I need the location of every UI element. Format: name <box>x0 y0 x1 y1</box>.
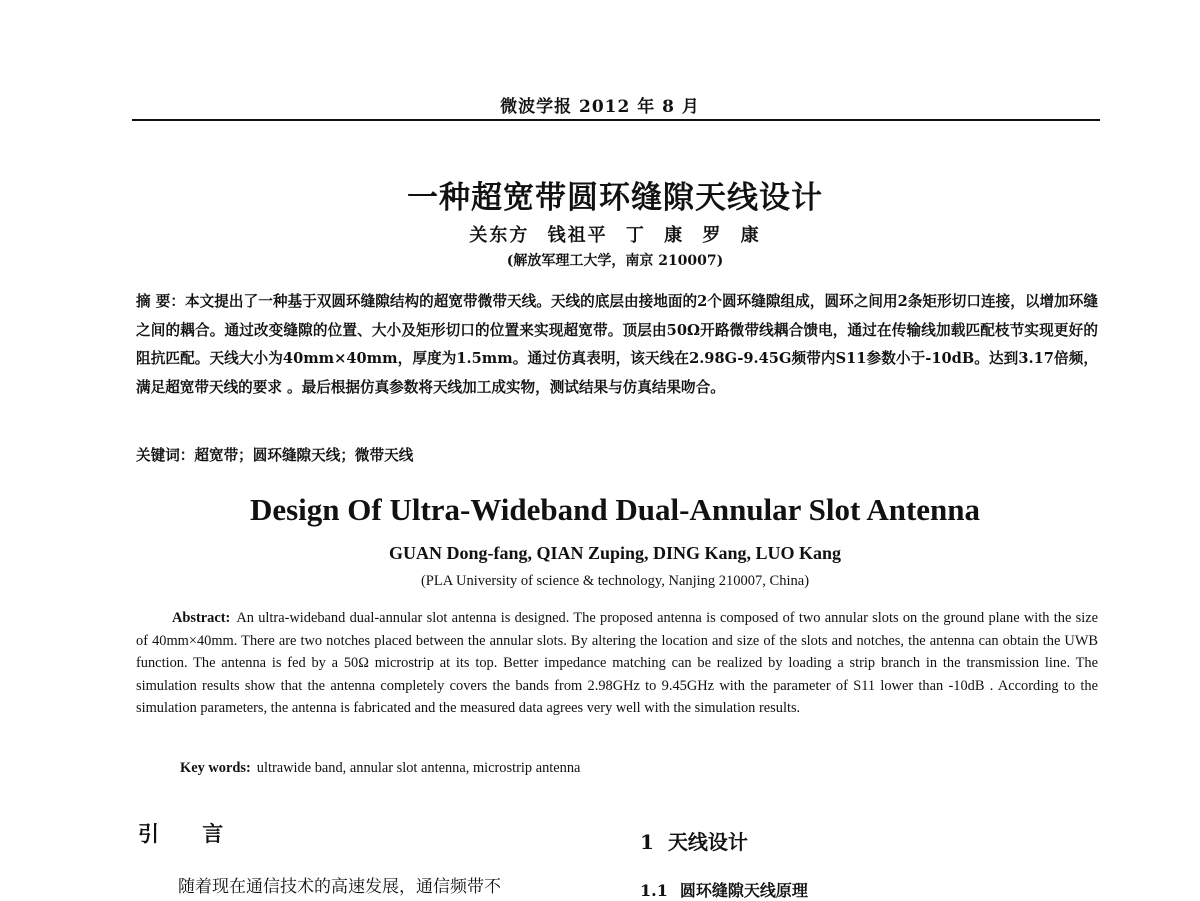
header-rule <box>132 119 1100 121</box>
journal-header: 微波学报 2012 年 8 月 <box>500 97 700 117</box>
section-introduction-heading: 引 言 <box>138 821 242 846</box>
keywords-english-label: Key words: <box>180 760 251 776</box>
title-english: Design Of Ultra-Wideband Dual-Annular Slot Antenna <box>249 492 981 527</box>
affiliation-english: (PLA University of science & technology, Nanjing 210007, China) <box>420 573 810 589</box>
abstract-chinese-label: 摘 要： <box>136 293 186 310</box>
keywords-english <box>180 760 1080 777</box>
authors-english: GUAN Dong-fang, QIAN Zuping, DING Kang, LUO Kang <box>388 543 842 563</box>
section-1-1-heading <box>640 878 808 901</box>
keywords-chinese-text: 超宽带；圆环缝隙天线；微带天线 <box>194 447 414 464</box>
abstract-english-label: Abstract: <box>172 610 231 626</box>
section-1-1-title: 圆环缝隙天线原理 <box>679 881 808 900</box>
section-1-title: 天线设计 <box>667 830 748 854</box>
abstract-chinese-text: 本文提出了一种基于双圆环缝隙结构的超宽带微带天线。天线的底层由接地面的2个圆环缝隙组成，圆环之间用2条矩形切口连接，以增加环缝之间的耦合。通过改变缝隙的位置、大小及矩形切口的位置来实现超宽带。顶层由50Ω开路微带线耦合馈电，通过在传输线加载匹配枝节实现更好的阻抗匹配。天线大小为40mm×40mm，厚度为1.5mm。通过仿真表明，该天线在2.98G-9.45G频带内S11参数小于-10dB。达到3.17倍频，满足超宽带天线的要求 。最后根据仿真参数将天线加工成实物，测试结果与仿真结果吻合。 <box>136 293 1098 396</box>
section-1-number: 1 <box>640 830 654 854</box>
authors-chinese: 关东方 钱祖平 丁 康 罗 康 <box>469 225 761 246</box>
abstract-chinese <box>136 288 1098 402</box>
section-1-heading <box>640 826 748 855</box>
affiliation-chinese: (解放军理工大学，南京 210007) <box>506 253 724 269</box>
introduction-text: 随着现在通信技术的高速发展，通信频带不 <box>178 877 501 897</box>
section-1-1-number: 1.1 <box>640 881 668 900</box>
abstract-english <box>136 607 1098 720</box>
keywords-chinese-label: 关键词： <box>136 447 195 464</box>
keywords-english-text: ultrawide band, annular slot antenna, microstrip antenna <box>256 760 581 776</box>
keywords-chinese <box>136 444 1098 465</box>
title-chinese: 一种超宽带圆环缝隙天线设计 <box>407 180 823 216</box>
abstract-english-text: An ultra-wideband dual-annular slot antenna is designed. The proposed antenna is composed of two annular slots on the ground plane with the size of 40mm×40mm. There are two notches placed between the annular slots. By altering the location and size of the slots and notches, the antenna can obtain the UWB function. The antenna is fed by a 50Ω microstrip at its top. Better impedance matching can be realized by loading a strip branch in the transmission line. The simulation results show that the antenna completely covers the bands from 2.98GHz to 9.45GHz with the parameter of S11 lower than -10dB . According to the simulation parameters, the antenna is fabricated and the measured data agrees very well with the simulation results. <box>136 610 1098 717</box>
